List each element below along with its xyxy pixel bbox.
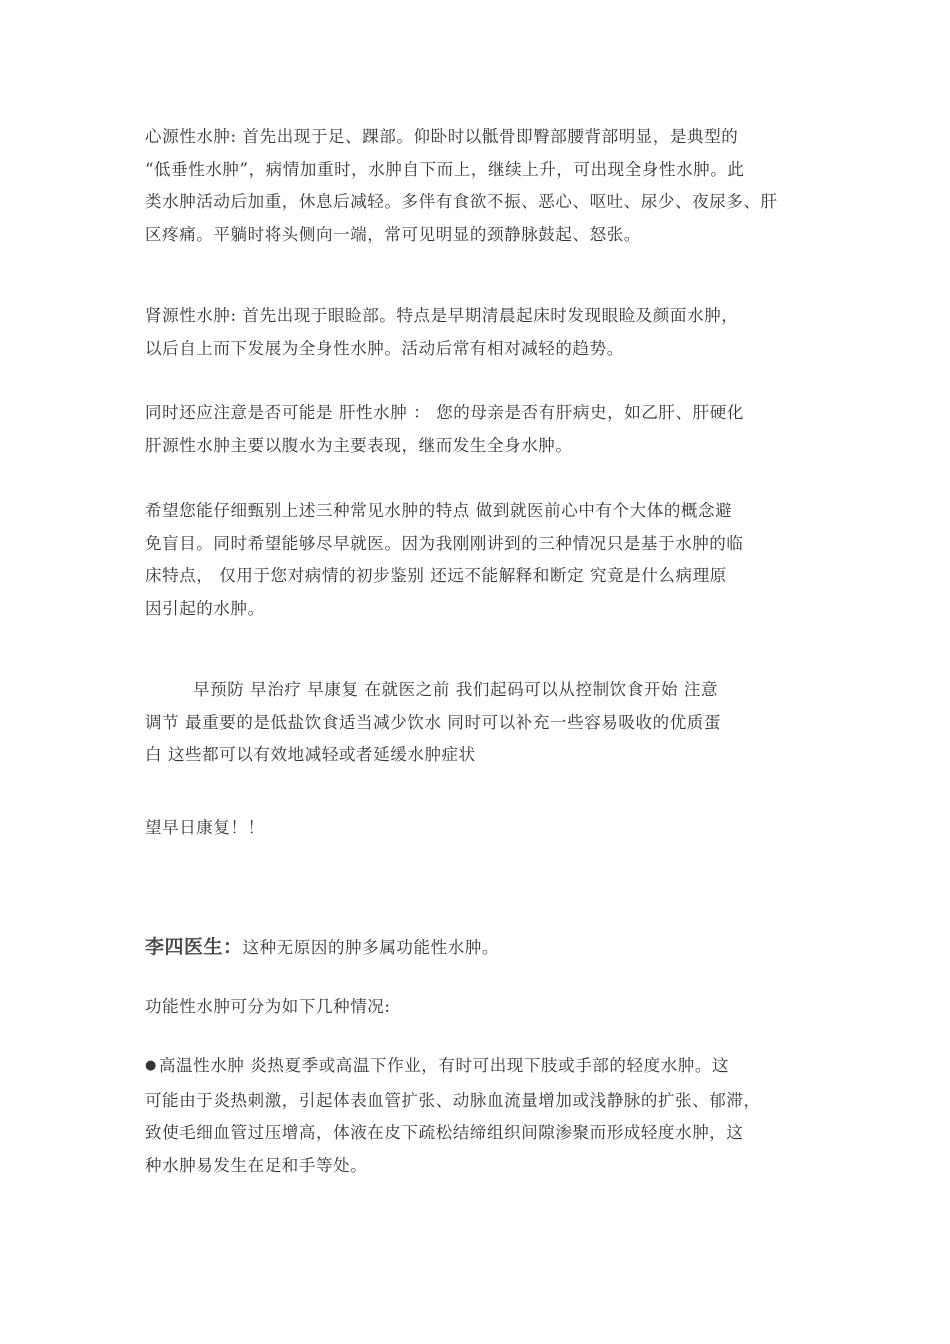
text-line: 可能由于炎热刺激，引起体表血管扩张、动脉血流量增加或浅静脉的扩张、郁滞， bbox=[145, 1090, 761, 1110]
text-line: 白 这些都可以有效地减轻或者延缓水肿症状 bbox=[145, 745, 476, 764]
text-line: 床特点， 仅用于您对病情的初步鉴别 还远不能解释和断定 究竟是什么病理原 bbox=[145, 566, 727, 585]
text-line: 类水肿活动后加重，休息后减轻。多伴有食欲不振、恶心、呕吐、尿少、夜尿多、肝 bbox=[145, 192, 778, 211]
paragraph-functional-edema-intro bbox=[145, 991, 813, 1024]
paragraph-heat-edema bbox=[145, 1050, 813, 1182]
paragraph-cardiac-edema bbox=[145, 121, 813, 251]
paragraph-renal-edema bbox=[145, 300, 813, 365]
text-line: “低垂性水肿”，病情加重时，水肿自下而上，继续上升，可出现全身性水肿。此 bbox=[145, 159, 745, 179]
text-line: 种水肿易发生在足和手等处。 bbox=[145, 1155, 368, 1175]
text-line: 希望您能仔细甄别上述三种常见水肿的特点 做到就医前心中有个大体的概念避 bbox=[145, 501, 733, 520]
text-line: 免盲目。同时希望能够尽早就医。因为我刚刚讲到的三种情况只是基于水肿的临 bbox=[145, 533, 744, 553]
bullet-dot-icon: ● bbox=[145, 1058, 157, 1073]
text-line: 区疼痛。平躺时将头侧向一端，常可见明显的颈静脉鼓起、怒张。 bbox=[145, 224, 641, 244]
answer-heading bbox=[145, 931, 813, 965]
text-line: 肾源性水肿: 首先出现于眼睑部。特点是早期清晨起床时发现眼睑及颜面水肿， bbox=[145, 306, 739, 325]
text-line: 以后自上而下发展为全身性水肿。活动后常有相对减轻的趋势。 bbox=[145, 338, 624, 358]
answer-intro-text: 这种无原因的肿多属功能性水肿。 bbox=[242, 938, 500, 957]
text-line-content: 高温性水肿 炎热夏季或高温下作业，有时可出现下肢或手部的轻度水肿。这 bbox=[158, 1056, 730, 1075]
text-line: 早预防 早治疗 早康复 在就医之前 我们起码可以从控制饮食开始 注意 bbox=[193, 680, 719, 699]
doctor-name-label: 李四医生： bbox=[145, 936, 243, 958]
paragraph-advice-see-doctor bbox=[145, 495, 813, 625]
text-line: 望早日康复！！ bbox=[145, 818, 265, 837]
paragraph-diet-advice bbox=[145, 674, 813, 772]
text-line: 同时还应注意是否可能是 肝性水肿 ： 您的母亲是否有肝病史，如乙肝、肝硬化 bbox=[145, 403, 744, 422]
answer-heading-line bbox=[145, 931, 813, 965]
text-line: 致使毛细血管过压增高，体液在皮下疏松结缔组织间隙渗聚而形成轻度水肿，这 bbox=[145, 1123, 744, 1142]
paragraph-get-well bbox=[145, 812, 813, 845]
text-line bbox=[145, 1050, 813, 1085]
paragraph-hepatic-edema bbox=[145, 397, 813, 462]
text-line: 心源性水肿: 首先出现于足、踝部。仰卧时以骶骨即臀部腰背部明显，是典型的 bbox=[145, 127, 739, 146]
text-line: 功能性水肿可分为如下几种情况: bbox=[145, 997, 391, 1016]
text-line: 调节 最重要的是低盐饮食适当减少饮水 同时可以补充一些容易吸收的优质蛋 bbox=[145, 712, 721, 732]
text-line: 肝源性水肿主要以腹水为主要表现，继而发生全身水肿。 bbox=[145, 435, 573, 455]
text-line: 因引起的水肿。 bbox=[145, 598, 265, 618]
